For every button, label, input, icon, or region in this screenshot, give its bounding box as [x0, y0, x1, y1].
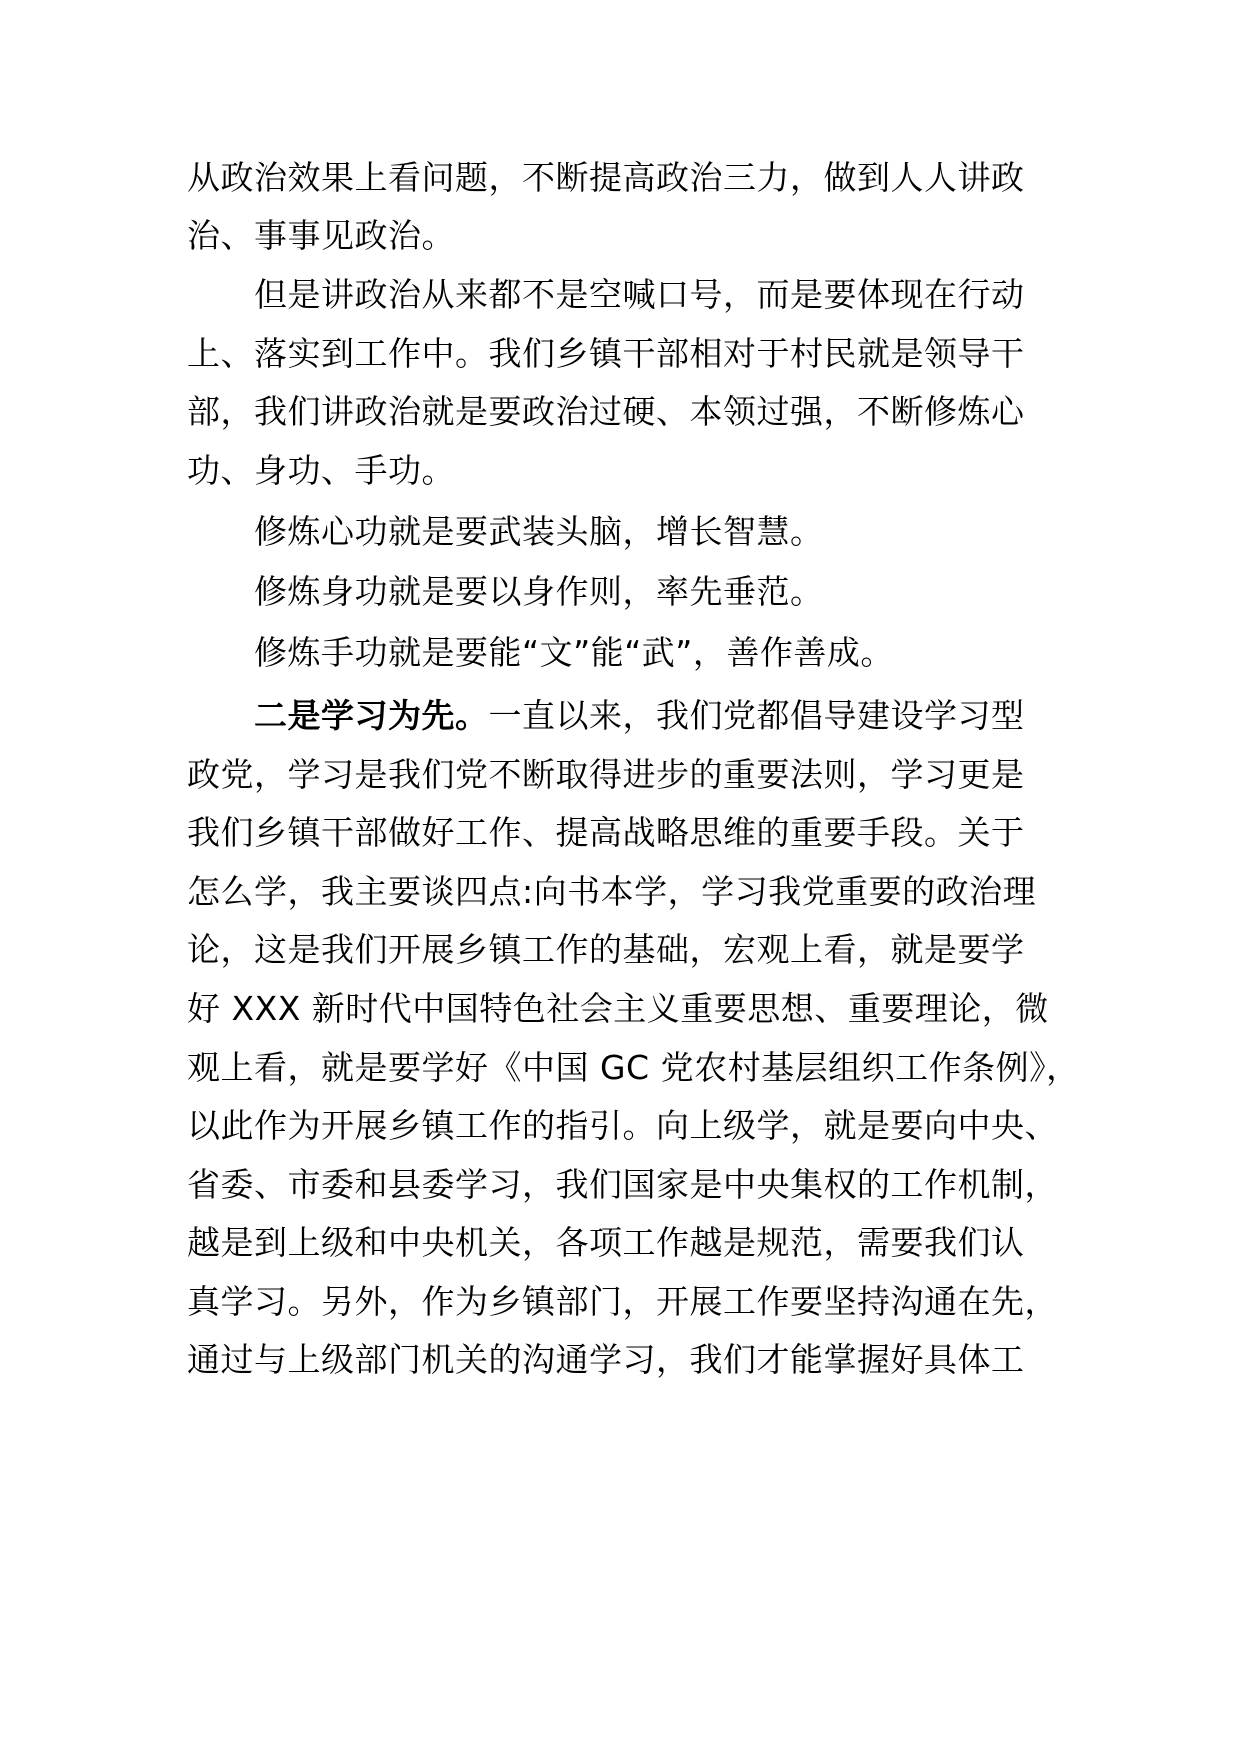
text-line-content: 以此作为开展乡镇工作的指引。向上级学，就是要向中央、 — [187, 1106, 1058, 1145]
text-line — [254, 696, 1025, 736]
text-line — [187, 755, 1025, 795]
text-line — [187, 930, 1025, 970]
text-line-content: 上、落实到工作中。我们乡镇干部相对于村民就是领导干 — [187, 334, 1025, 373]
text-line-content: 从政治效果上看问题，不断提高政治三力，做到人人讲政 — [187, 158, 1025, 197]
text-line-content: 但是讲政治从来都不是空喊口号，而是要体现在行动 — [254, 275, 1025, 314]
text-line — [187, 158, 1025, 198]
text-line — [187, 872, 1036, 912]
text-line-content: 修炼身功就是要以身作则，率先垂范。 — [254, 572, 824, 611]
text-line — [187, 989, 1049, 1029]
text-line-content: 我们乡镇干部做好工作、提高战略思维的重要手段。关于 — [187, 813, 1025, 852]
text-line — [254, 633, 894, 673]
text-line — [187, 1340, 1025, 1380]
text-line — [187, 1165, 1058, 1205]
text-line — [187, 392, 1025, 432]
text-line-content: 省委、市委和县委学习，我们国家是中央集权的工作机制， — [187, 1165, 1058, 1204]
text-line-content: 政党，学习是我们党不断取得进步的重要法则，学习更是 — [187, 755, 1025, 794]
text-line-content: 好 XXX 新时代中国特色社会主义重要思想、重要理论，微 — [187, 989, 1049, 1028]
text-line-content: 功、身功、手功。 — [187, 451, 455, 490]
text-line — [187, 1282, 1058, 1322]
text-line-content: 越是到上级和中央机关，各项工作越是规范，需要我们认 — [187, 1223, 1025, 1262]
text-line — [187, 1223, 1025, 1263]
text-line — [187, 216, 455, 256]
text-line-content: 一直以来，我们党都倡导建设学习型 — [488, 696, 1025, 735]
text-line-content: 通过与上级部门机关的沟通学习，我们才能掌握好具体工 — [187, 1340, 1025, 1379]
text-line-content: 真学习。另外，作为乡镇部门，开展工作要坚持沟通在先， — [187, 1282, 1058, 1321]
text-line — [187, 1048, 1080, 1088]
text-line-content: 部，我们讲政治就是要政治过硬、本领过强，不断修炼心 — [187, 392, 1025, 431]
text-line — [187, 1106, 1058, 1146]
text-line-content: 观上看，就是要学好《中国 GC 党农村基层组织工作条例》， — [187, 1048, 1080, 1087]
text-line — [254, 572, 824, 612]
text-line-content: 论，这是我们开展乡镇工作的基础，宏观上看，就是要学 — [187, 930, 1025, 969]
text-line — [187, 334, 1025, 374]
text-line-content: 怎么学，我主要谈四点:向书本学，学习我党重要的政治理 — [187, 872, 1037, 911]
text-line — [187, 813, 1025, 853]
text-line — [187, 451, 455, 491]
text-line — [254, 512, 824, 552]
text-line-content: 治、事事见政治。 — [187, 216, 455, 255]
section-heading: 二是学习为先。 — [254, 696, 489, 735]
text-line — [254, 275, 1025, 315]
text-line-content: 修炼心功就是要武装头脑，增长智慧。 — [254, 512, 824, 551]
text-line-content: 修炼手功就是要能“文”能“武”，善作善成。 — [254, 633, 894, 672]
